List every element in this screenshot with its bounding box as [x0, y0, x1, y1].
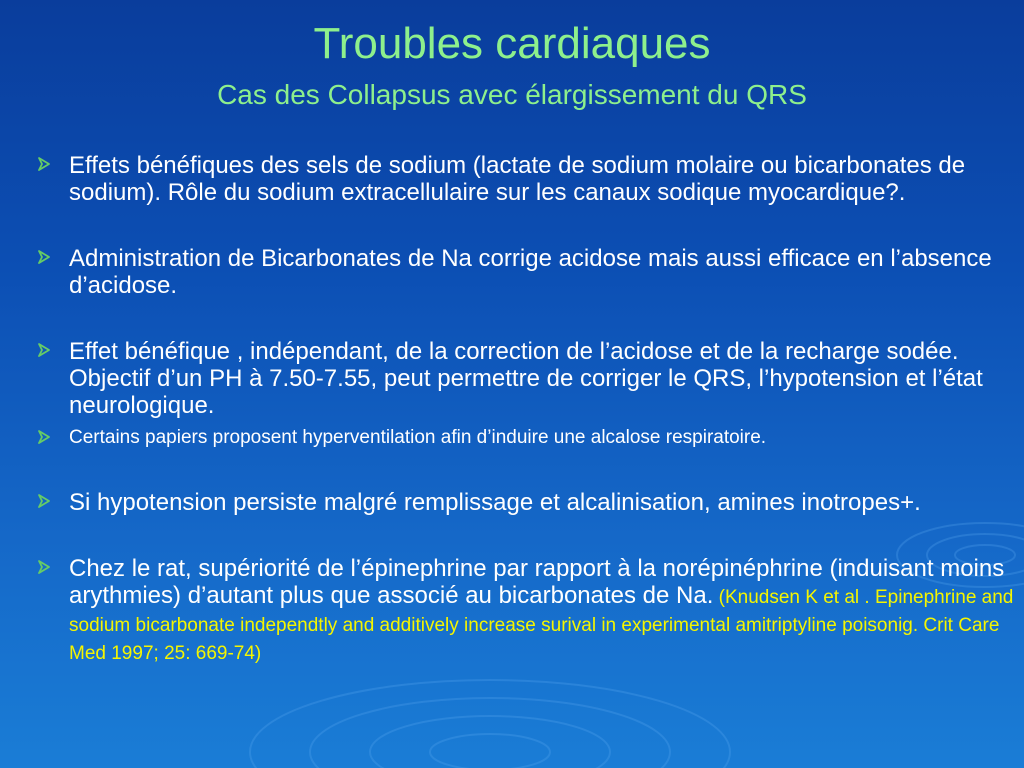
arrowhead-bullet-icon	[36, 247, 54, 267]
arrowhead-bullet-icon	[36, 154, 54, 174]
arrowhead-bullet-icon	[36, 427, 54, 447]
bullet-text: Effet bénéfique , indépendant, de la correction de l’acidose et de la recharge sodée. Objectif d’un PH à 7.50-7.55, peut permettre de corriger le QRS, l’hypotension et l’état neurologique.	[69, 338, 983, 419]
slide-title: Troubles cardiaques	[313, 19, 711, 68]
bullet-item-epinephrine	[36, 555, 1020, 666]
bullet-item-bicarbonates	[36, 245, 1020, 299]
bullet-text: Effets bénéfiques des sels de sodium (lactate de sodium molaire ou bicarbonates de sodium). Rôle du sodium extracellulaire sur les canaux sodique myocardique?.	[69, 152, 966, 206]
bullet-text: Certains papiers proposent hyperventilation afin d’induire une alcalose respiratoire.	[69, 427, 767, 448]
bullet-text: Administration de Bicarbonates de Na corrige acidose mais aussi efficace en l’absence d’acidose.	[69, 245, 992, 299]
bullet-item-hyperventilation	[36, 426, 1020, 450]
bullet-item-ph-target	[36, 338, 1020, 419]
bullet-list	[36, 152, 1020, 666]
bullet-reference: (Knudsen K et al . Epinephrine and sodium bicarbonate independtly and additively increase surival in experimental amitriptyline poisonig. Crit Care Med 1997; 25: 669-74)	[69, 587, 1014, 664]
slide-subtitle: Cas des Collapsus avec élargissement du QRS	[217, 79, 807, 110]
arrowhead-bullet-icon	[36, 491, 54, 511]
bullet-item-inotropes	[36, 489, 1020, 516]
bullet-item-sodium-salts	[36, 152, 1020, 206]
bullet-text: Chez le rat, supériorité de l’épinephrine par rapport à la norépinéphrine (induisant moins arythmies) d’autant plus que associé au bicarbonates de Na.	[69, 555, 1005, 609]
arrowhead-bullet-icon	[36, 557, 54, 577]
bullet-text: Si hypotension persiste malgré remplissage et alcalinisation, amines inotropes+.	[69, 489, 921, 516]
arrowhead-bullet-icon	[36, 340, 54, 360]
